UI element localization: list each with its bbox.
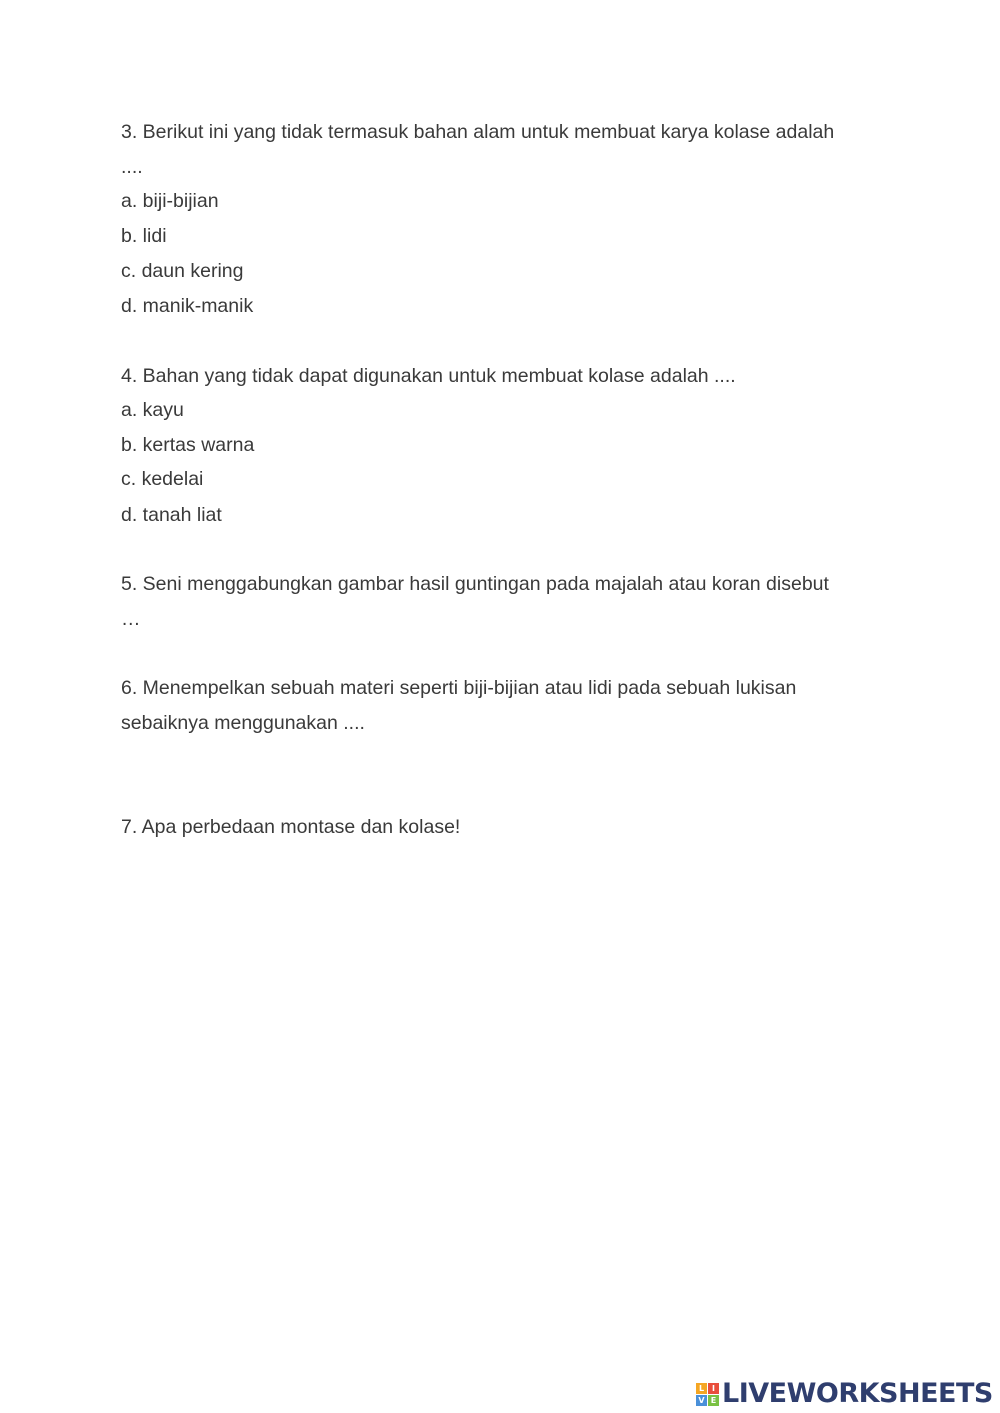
question-4-option-a: a. kayu — [121, 399, 184, 421]
question-5-text: 5. Seni menggabungkan gambar hasil guntingan pada majalah atau koran disebut — [121, 573, 829, 595]
question-4-option-d: d. tanah liat — [121, 504, 222, 526]
question-3-option-b: b. lidi — [121, 225, 167, 247]
question-4-option-b: b. kertas warna — [121, 434, 255, 456]
question-3-option-a: a. biji-bijian — [121, 190, 219, 212]
question-6-text-continued: sebaiknya menggunakan .... — [121, 712, 365, 734]
question-5-text-continued: … — [121, 608, 141, 630]
question-3-option-d: d. manik-manik — [121, 295, 254, 317]
question-6-text: 6. Menempelkan sebuah materi seperti biji-bijian atau lidi pada sebuah lukisan — [121, 677, 797, 699]
question-4-option-c: c. kedelai — [121, 468, 204, 490]
question-7-text: 7. Apa perbedaan montase dan kolase! — [121, 816, 461, 838]
question-4-text: 4. Bahan yang tidak dapat digunakan untuk membuat kolase adalah .... — [121, 365, 736, 387]
logo-mark-letter: I — [708, 1383, 719, 1394]
question-3-text-continued: .... — [121, 156, 143, 178]
logo-mark-letter: L — [696, 1383, 707, 1394]
logo-mark-icon — [696, 1383, 719, 1406]
logo-mark-letter: V — [696, 1395, 707, 1406]
logo-mark-letter: E — [708, 1395, 719, 1406]
logo-text: LIVEWORKSHEETS — [722, 1378, 993, 1409]
question-3-text: 3. Berikut ini yang tidak termasuk bahan alam untuk membuat karya kolase adalah — [121, 121, 835, 143]
liveworksheets-logo — [696, 1377, 993, 1411]
question-3-option-c: c. daun kering — [121, 260, 244, 282]
